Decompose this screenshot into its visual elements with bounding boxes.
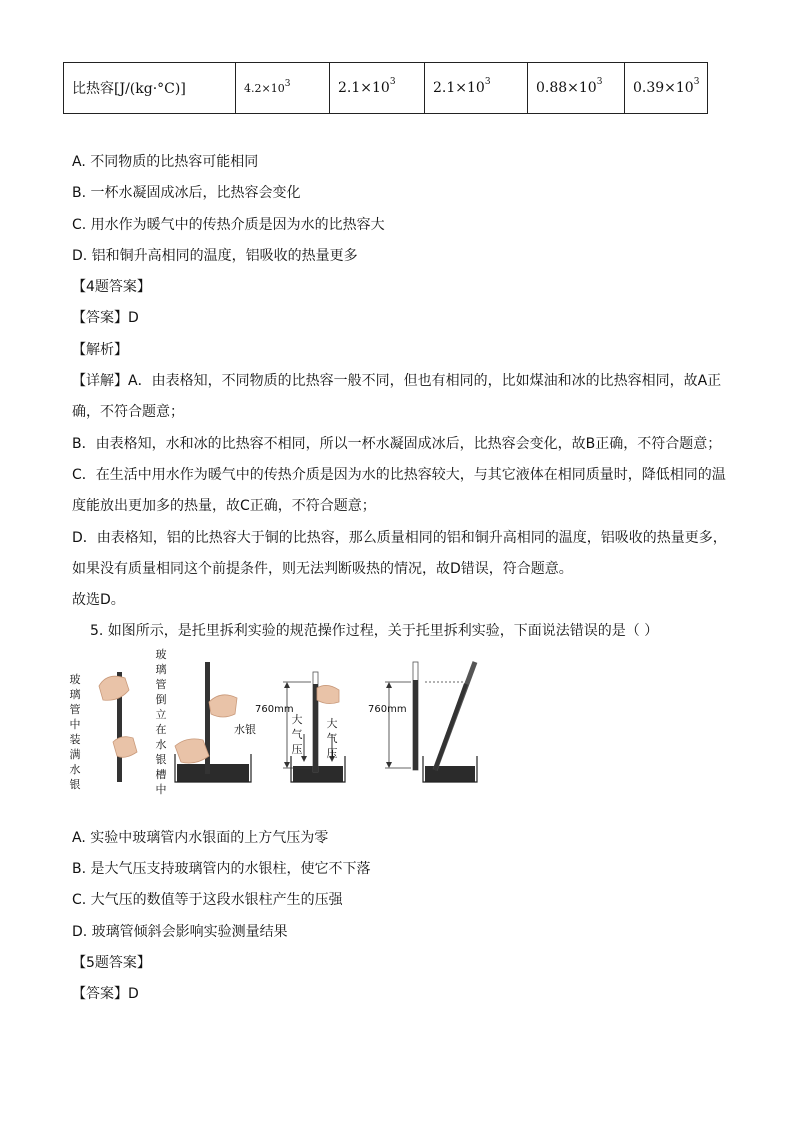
table-cell — [528, 63, 625, 114]
cell-exp: 3 — [693, 77, 700, 87]
cell-exp: 3 — [596, 77, 603, 87]
q4-detail-d-line2: 如果没有质量相同这个前提条件，则无法判断吸热的情况，故D错误，符合题意。 — [72, 561, 573, 577]
q5-option-c: C. 大气压的数值等于这段水银柱产生的压强 — [72, 892, 343, 908]
figure-label-fill: 玻璃管中装满水银 — [69, 673, 81, 791]
q4-detail-b: B．由表格知，水和冰的比热容不相同，所以一杯水凝固成冰后，比热容会变化，故B正确，不符合题意； — [72, 436, 722, 452]
q4-detail-a-line1: 【详解】A．由表格知，不同物质的比热容一般不同，但也有相同的，比如煤油和冰的比热容相同，故A正 — [72, 373, 722, 389]
step4-mercury — [425, 766, 475, 782]
table-cell — [330, 63, 425, 114]
q4-detail-c-line1: C．在生活中用水作为暖气中的传热介质是因为水的比热容较大，与其它液体在相同质量时，降低相同的温 — [72, 467, 726, 483]
q5-answer: 【答案】D — [72, 986, 139, 1002]
step4-group — [385, 662, 477, 782]
cell-exp: 3 — [389, 77, 396, 87]
q4-detail-d-line1: D．由表格知，铝的比热容大于铜的比热容，那么质量相同的铝和铜升高相同的温度，铝吸收的热量更多， — [72, 530, 727, 546]
q5-option-a: A. 实验中玻璃管内水银面的上方气压为零 — [72, 830, 329, 846]
table-cell — [625, 63, 708, 114]
q5-question: 5. 如图所示，是托里拆利实验的规范操作过程，关于托里拆利实验，下面说法错误的是（ ） — [90, 623, 659, 639]
cell-base: 4.2×10 — [244, 81, 285, 95]
step4-tilted-mercury — [435, 684, 466, 770]
q4-detail-c-line2: 度能放出更加多的热量，故C正确，不符合题意； — [72, 498, 376, 514]
step1-upper-hand — [99, 676, 129, 700]
step2-mercury — [177, 764, 249, 782]
step3-hand — [317, 685, 339, 703]
q4-option-d: D. 铝和铜升高相同的温度，铝吸收的热量更多 — [72, 248, 358, 264]
figure-label-invert: 玻璃管倒立在水银槽中 — [155, 648, 167, 796]
q5-answer-header: 【5题答案】 — [72, 955, 151, 971]
q5-option-d: D. 玻璃管倾斜会影响实验测量结果 — [72, 924, 288, 940]
cell-base: 2.1×10 — [338, 80, 390, 96]
specific-heat-table — [63, 62, 708, 114]
cell-exp: 3 — [284, 78, 291, 89]
q4-conclusion: 故选D。 — [72, 592, 125, 608]
q4-option-a: A. 不同物质的比热容可能相同 — [72, 154, 259, 170]
table-cell — [425, 63, 528, 114]
cell-base: 0.88×10 — [536, 80, 597, 96]
step2-upper-hand — [209, 695, 237, 717]
step4-vertical-mercury — [413, 680, 418, 770]
cell-exp: 3 — [484, 77, 491, 87]
row-unit-text: [J/(kg·°C)] — [114, 81, 186, 97]
q4-option-b: B. 一杯水凝固成冰后，比热容会变化 — [72, 185, 301, 201]
step1-tube-group — [99, 672, 137, 782]
step2-lower-hand — [175, 739, 209, 763]
q4-option-c: C. 用水作为暖气中的传热介质是因为水的比热容大 — [72, 217, 385, 233]
step1-lower-hand — [113, 737, 137, 758]
q5-option-b: B. 是大气压支持玻璃管内的水银柱，使它不下落 — [72, 861, 371, 877]
figure-label-pressure-right: 大气压 — [326, 717, 338, 760]
q4-answer: 【答案】D — [72, 310, 139, 326]
torricelli-figure — [63, 642, 523, 796]
figure-label-760-a: 760mm — [255, 704, 294, 715]
figure-label-pressure-left: 大气压 — [291, 713, 303, 756]
figure-label-760-b: 760mm — [368, 704, 407, 715]
figure-label-mercury: 水银 — [234, 723, 256, 736]
q4-detail-a-line2: 确，不符合题意； — [72, 404, 184, 420]
table-row-label — [64, 63, 236, 114]
cell-base: 2.1×10 — [433, 80, 485, 96]
table-row — [64, 63, 708, 114]
row-label-text: 比热容 — [72, 81, 114, 97]
q4-analysis-header: 【解析】 — [72, 342, 128, 358]
table-cell — [236, 63, 330, 114]
q4-answer-header: 【4题答案】 — [72, 279, 151, 295]
cell-base: 0.39×10 — [633, 80, 694, 96]
